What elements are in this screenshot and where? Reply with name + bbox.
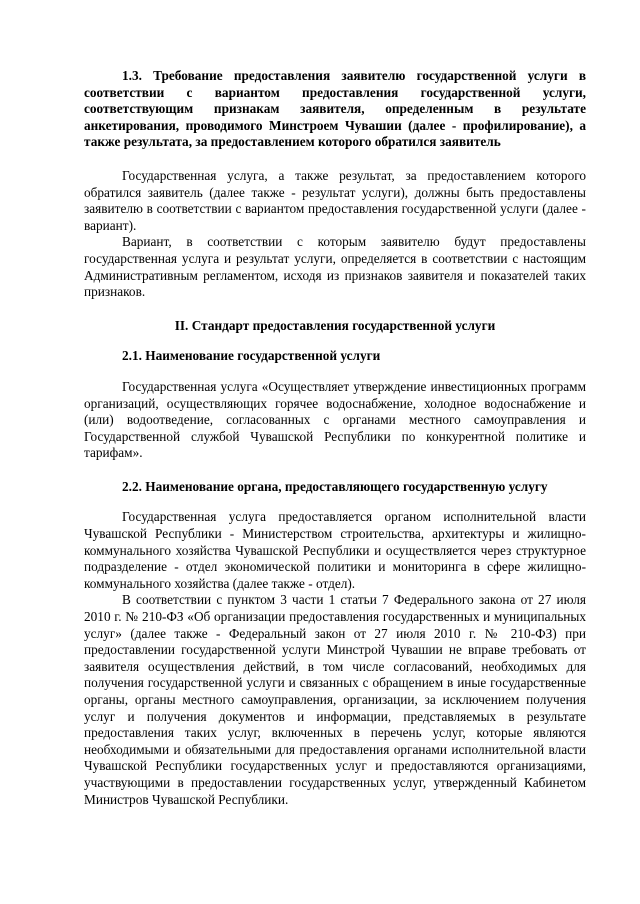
section-2-2-paragraph-1: Государственная услуга предоставляется органом исполнительной власти Чувашской Республики - Министерством строительства, архитектуры и жилищно-коммунального хозяйства Чувашской Республики и осуществляется через структурное подразделение - отдел экономической политики и мониторинга в сфере жилищно-коммунального хозяйства (далее также - отдел).: [84, 509, 586, 591]
section-2-1-heading: 2.1. Наименование государственной услуги: [122, 348, 381, 364]
section-1-3-paragraph-2: Вариант, в соответствии с которым заявителю будут предоставлены государственная услуга и результат услуги, определяется в соответствии с настоящим Административным регламентом, исходя из признаков заявителя и показателей таких признаков.: [84, 234, 586, 300]
section-2-2-heading: 2.2. Наименование органа, предоставляющего государственную услугу: [122, 478, 548, 494]
section-2-2-paragraph-2: В соответствии с пунктом 3 части 1 статьи 7 Федерального закона от 27 июля 2010 г. № 210-ФЗ «Об организации предоставления государственных и муниципальных услуг» (далее также - Федеральный закон от 27 июля 2010 г. № 210-ФЗ) при предоставлении государственной услуги Минстрой Чувашии не вправе требовать от заявителя осуществления действий, в том числе согласований, необходимых для получения государственной услуги и связанных с обращением в иные государственные органы, органы местного самоуправления, организации, за исключением получения услуг и получения документов и информации, представляемых в результате предоставления таких услуг, включенных в перечень услуг, которые являются необходимыми и обязательными для предоставления органами исполнительной власти Чувашской Республики государственных услуг и предоставляются организациями, участвующими в предоставлении государственных услуг, утвержденный Кабинетом Министров Чувашской Республики.: [84, 592, 586, 807]
section-1-3-heading: 1.3. Требование предоставления заявителю государственной услуги в соответствии с вариантом предоставления государственной услуги, соответствующим признакам заявителя, определенным в результате анкетирования, проводимого Минстроем Чувашии (далее - профилирование), а также результата, за предоставлением которого обратился заявитель: [84, 68, 586, 150]
section-1-3-paragraph-1: Государственная услуга, а также результат, за предоставлением которого обратился заявитель (далее также - результат услуги), должны быть предоставлены заявителю в соответствии с вариантом предоставления государственной услуги (далее - вариант).: [84, 167, 586, 233]
section-2-1-paragraph-1: Государственная услуга «Осуществляет утверждение инвестиционных программ организаций, осуществляющих горячее водоснабжение, холодное водоснабжение и (или) водоотведение, согласованных с органами местного самоуправления и Государственной службой Чувашской Республики по конкурентной политике и тарифам».: [84, 378, 586, 461]
section-2-heading: II. Стандарт предоставления государственной услуги: [174, 317, 496, 333]
